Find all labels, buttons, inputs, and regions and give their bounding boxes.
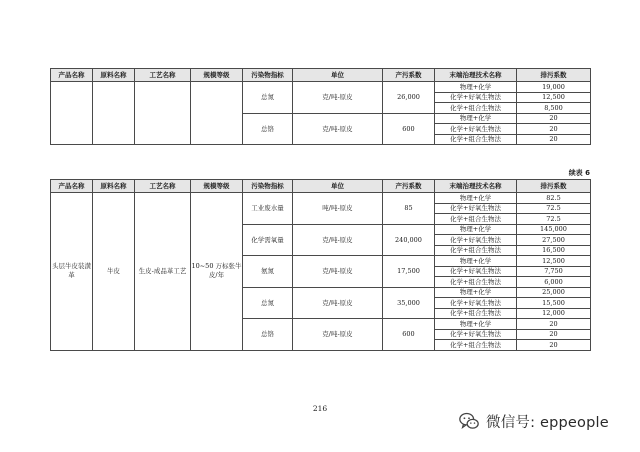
tech-cell: 化学+好氧生物法 — [435, 329, 517, 340]
unit-cell: 吨/吨-原皮 — [293, 193, 383, 225]
coef-cell: 240,000 — [383, 224, 435, 256]
continued-label: 续表 6 — [568, 169, 590, 177]
product-cell — [51, 82, 93, 145]
unit-cell: 克/吨-原皮 — [293, 256, 383, 288]
pollutant-cell: 化学需氧量 — [243, 224, 293, 256]
coef-cell: 85 — [383, 193, 435, 225]
emission-cell: 8,500 — [517, 103, 591, 114]
product-cell: 头层牛皮装潢革 — [51, 193, 93, 351]
header-process: 工艺名称 — [135, 180, 191, 193]
emission-cell: 25,000 — [517, 287, 591, 298]
unit-cell: 克/吨-原皮 — [293, 224, 383, 256]
emission-cell: 6,000 — [517, 277, 591, 288]
pollutant-cell: 总氮 — [243, 82, 293, 114]
emission-cell: 27,500 — [517, 235, 591, 246]
header-process: 工艺名称 — [135, 69, 191, 82]
emission-cell: 16,500 — [517, 245, 591, 256]
emission-cell: 12,500 — [517, 92, 591, 103]
watermark-text: 微信号: eppeople — [486, 414, 609, 431]
header-product: 产品名称 — [51, 180, 93, 193]
emission-cell: 20 — [517, 124, 591, 135]
header-unit: 单位 — [293, 69, 383, 82]
emission-cell: 145,000 — [517, 224, 591, 235]
unit-cell: 克/吨-原皮 — [293, 319, 383, 351]
header-tech: 末端治理技术名称 — [435, 69, 517, 82]
header-pollutant: 污染物指标 — [243, 180, 293, 193]
header-material: 原料名称 — [93, 69, 135, 82]
emission-cell: 20 — [517, 329, 591, 340]
emission-cell: 7,750 — [517, 266, 591, 277]
pollutant-cell: 工业废水量 — [243, 193, 293, 225]
emission-cell: 12,500 — [517, 256, 591, 267]
tech-cell: 物理+化学 — [435, 287, 517, 298]
emission-cell: 19,000 — [517, 82, 591, 93]
header-emission: 排污系数 — [517, 69, 591, 82]
header-product: 产品名称 — [51, 69, 93, 82]
material-cell: 牛皮 — [93, 193, 135, 351]
tech-cell: 化学+好氧生物法 — [435, 235, 517, 246]
pollutant-cell: 氨氮 — [243, 256, 293, 288]
scale-cell: 10~50 万标张牛皮/年 — [191, 193, 243, 351]
tech-cell: 化学+好氧生物法 — [435, 124, 517, 135]
header-scale: 规模等级 — [191, 180, 243, 193]
tech-cell: 化学+组合生物法 — [435, 214, 517, 225]
emission-cell: 20 — [517, 319, 591, 330]
page-number: 216 — [312, 404, 328, 413]
tech-cell: 化学+好氧生物法 — [435, 92, 517, 103]
tech-cell: 物理+化学 — [435, 113, 517, 124]
emission-cell: 15,500 — [517, 298, 591, 309]
emission-cell: 72.5 — [517, 214, 591, 225]
header-emission: 排污系数 — [517, 180, 591, 193]
process-cell — [135, 82, 191, 145]
tech-cell: 化学+组合生物法 — [435, 340, 517, 351]
tech-cell: 化学+组合生物法 — [435, 134, 517, 145]
coef-cell: 17,500 — [383, 256, 435, 288]
tech-cell: 化学+组合生物法 — [435, 277, 517, 288]
tech-cell: 化学+组合生物法 — [435, 103, 517, 114]
coef-cell: 600 — [383, 319, 435, 351]
tech-cell: 化学+好氧生物法 — [435, 298, 517, 309]
coef-cell: 26,000 — [383, 82, 435, 114]
tech-cell: 化学+组合生物法 — [435, 308, 517, 319]
wechat-icon — [458, 410, 480, 432]
emission-cell: 82.5 — [517, 193, 591, 204]
header-coef: 产污系数 — [383, 69, 435, 82]
header-tech: 末端治理技术名称 — [435, 180, 517, 193]
material-cell — [93, 82, 135, 145]
unit-cell: 克/吨-原皮 — [293, 113, 383, 145]
tech-cell: 化学+好氧生物法 — [435, 203, 517, 214]
header-scale: 规模等级 — [191, 69, 243, 82]
coef-cell: 600 — [383, 113, 435, 145]
header-pollutant: 污染物指标 — [243, 69, 293, 82]
tech-cell: 化学+好氧生物法 — [435, 266, 517, 277]
emission-cell: 20 — [517, 134, 591, 145]
header-coef: 产污系数 — [383, 180, 435, 193]
watermark — [458, 410, 609, 432]
unit-cell: 克/吨-原皮 — [293, 82, 383, 114]
header-unit: 单位 — [293, 180, 383, 193]
pollutant-cell: 总铬 — [243, 319, 293, 351]
emission-table-continued — [50, 179, 591, 351]
pollutant-cell: 总铬 — [243, 113, 293, 145]
tech-cell: 物理+化学 — [435, 319, 517, 330]
emission-cell: 12,000 — [517, 308, 591, 319]
emission-cell: 72.5 — [517, 203, 591, 214]
tech-cell: 物理+化学 — [435, 82, 517, 93]
scale-cell — [191, 82, 243, 145]
emission-cell: 20 — [517, 340, 591, 351]
process-cell: 生皮-成品革工艺 — [135, 193, 191, 351]
tech-cell: 物理+化学 — [435, 193, 517, 204]
unit-cell: 克/吨-原皮 — [293, 287, 383, 319]
tech-cell: 物理+化学 — [435, 224, 517, 235]
tech-cell: 化学+组合生物法 — [435, 245, 517, 256]
emission-cell: 20 — [517, 113, 591, 124]
pollutant-cell: 总氮 — [243, 287, 293, 319]
emission-table-top — [50, 68, 591, 145]
tech-cell: 物理+化学 — [435, 256, 517, 267]
coef-cell: 35,000 — [383, 287, 435, 319]
header-material: 原料名称 — [93, 180, 135, 193]
